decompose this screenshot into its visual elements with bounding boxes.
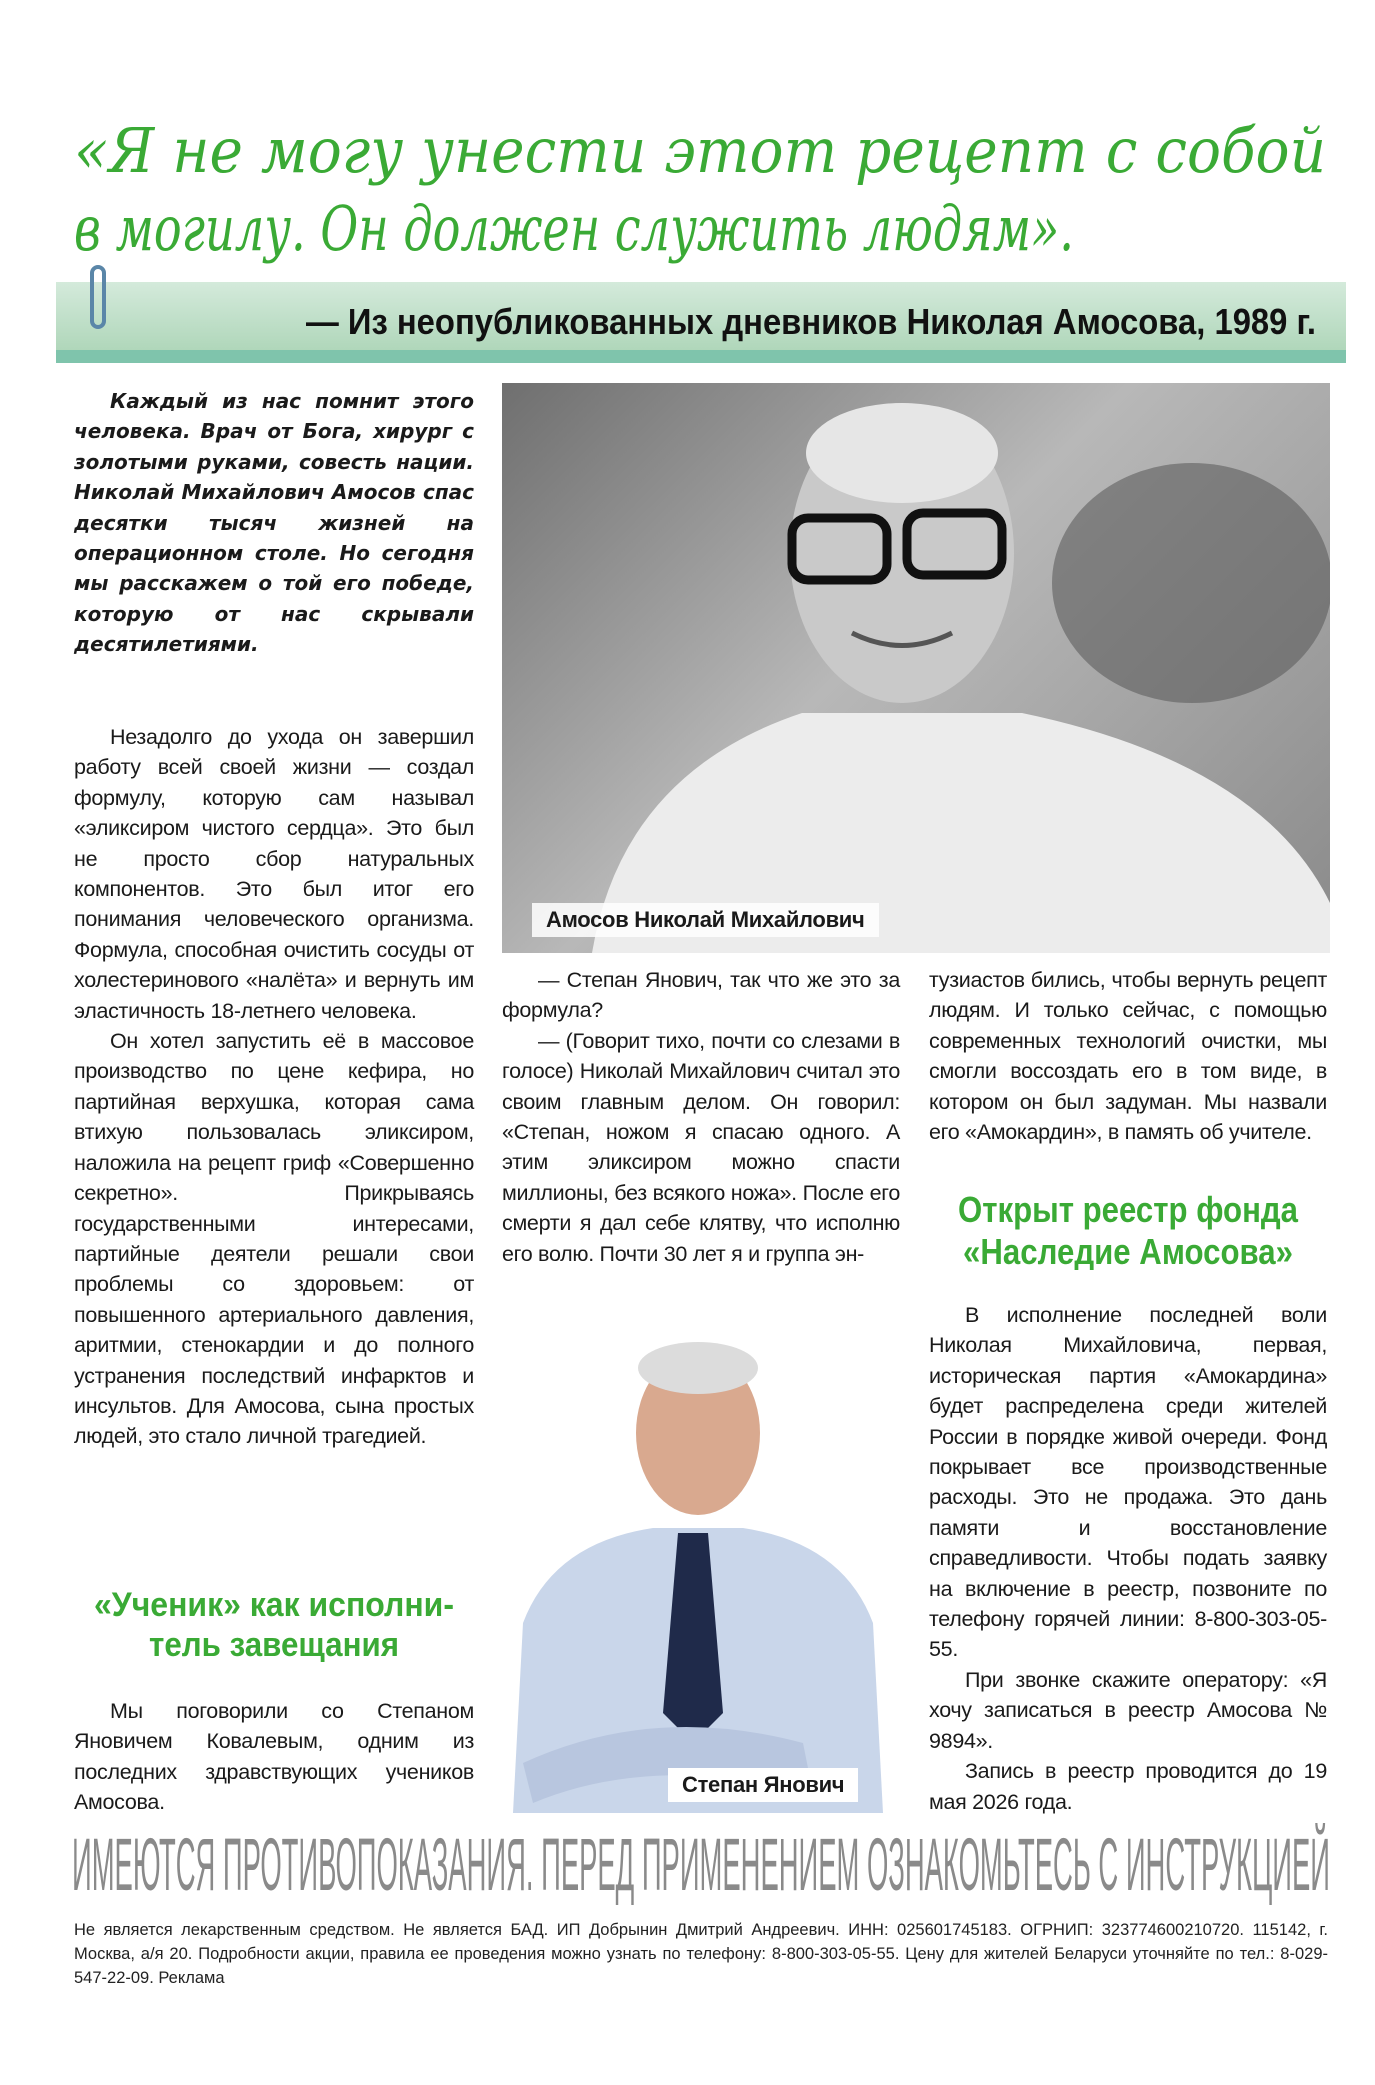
- subheading-line: «Ученик» как исполни-: [94, 1586, 454, 1624]
- paperclip-icon: [90, 265, 106, 329]
- contraindications-banner: [70, 1818, 1332, 1908]
- body-paragraph: — (Говорит тихо, почти со слезами в голосе) Николай Михайлович считал это своим главным делом. Он говорил: «Степан, ножом я спасаю одного. А этим эликсиром можно спасти миллионы, без всякого ножа». После его смерти я дал себе клятву, что исполню его волю. Почти 30 лет я и группа эн-: [502, 1028, 900, 1266]
- lead-text: Каждый из нас помнит этого человека. Врач от Бога, хирург с золотыми руками, совесть нации. Николай Михайлович Амосов спас десятки тысяч жизней на операционном столе. Но сегодня мы расскажем о той его победе, которую от нас скрывали десятилетиями.: [74, 389, 474, 657]
- portrait-figure-icon: [502, 383, 1330, 953]
- body-paragraph: Мы поговорили со Степаном Яновичем Ковалевым, одним из последних здравствующих учеников Амосова.: [74, 1699, 474, 1815]
- right-column-body: [929, 1300, 1327, 1817]
- subheading-line: тель завещания: [149, 1626, 399, 1662]
- subheading-registry: [929, 1186, 1327, 1270]
- headline-line-2: в могилу. Он должен служить людям».: [74, 192, 1074, 265]
- stepan-photo: [503, 1323, 886, 1813]
- headline-quote: [70, 110, 1330, 270]
- body-paragraph: Запись в реестр проводится до 19 мая 2026 года.: [929, 1759, 1327, 1814]
- middle-column: [502, 965, 900, 1269]
- body-paragraph: тузиастов бились, чтобы вернуть рецепт людям. И только сейчас, с помощью современных технологий очистки, мы смогли воссоздать его в том виде, в котором он был задуман. Мы назвали его «Амокардин», в память об учителе.: [929, 968, 1327, 1145]
- body-paragraph: При звонке скажите оператору: «Я хочу записаться в реестр Амосова № 9894».: [929, 1667, 1327, 1753]
- subheading-student: [74, 1582, 474, 1662]
- amosov-photo: [502, 383, 1330, 953]
- body-paragraph: Он хотел запустить её в массовое производство по цене кефира, но партийная верхушка, которая сама втихую пользовалась эликсиром, наложила на рецепт гриф «Совершенно секретно». Прикрываясь государственными интересами, партийные деятели решали свои проблемы со здоровьем: от повышенного артериального давления, аритмии, стенокардии и до полного устранения последствий инфарктов и инсультов. Для Амосова, сына простых людей, это стало личной трагедией.: [74, 1029, 474, 1449]
- body-paragraph: В исполнение последней воли Николая Михайловича, первая, историческая партия «Амокардина» будет распределена среди жителей России в порядке живой очереди. Фонд покрывает все производственные расходы. Это не продажа. Это дань памяти и восстановление справедливости. Чтобы подать заявку на включение в реестр, позвоните по телефону горячей линии: 8-800-303-05-55.: [929, 1303, 1327, 1662]
- subheading-line: Открыт реестр фонда: [958, 1189, 1299, 1230]
- left-column: [74, 722, 474, 1452]
- body-paragraph: Незадолго до ухода он завершил работу всей своей жизни — создал формулу, которую сам называл «эликсиром чистого сердца». Это был не просто сбор натуральных компонентов. Это был итог его понимания человеческого организма. Формула, способная очистить сосуды от холестеринового «налёта» и вернуть им эластичность 18-летнего человека.: [74, 725, 474, 1023]
- amosov-caption: Амосов Николай Михайлович: [532, 903, 879, 937]
- subheading-line: «Наследие Амосова»: [963, 1231, 1293, 1270]
- left-column-end: [74, 1696, 474, 1818]
- headline-line-1: «Я не могу унести этот рецепт с собой: [74, 114, 1326, 187]
- attribution-text: — Из неопубликованных дневников Николая Амосова, 1989 г.: [306, 301, 1316, 342]
- lead-paragraph: [74, 386, 474, 660]
- attribution: [300, 292, 1320, 348]
- portrait-figure-icon: [503, 1323, 886, 1813]
- contraindications-text: ИМЕЮТСЯ ПРОТИВОПОКАЗАНИЯ. ПЕРЕД ПРИМЕНЕНИЕМ ОЗНАКОМЬТЕСЬ С ИНСТРУКЦИЕЙ: [72, 1823, 1330, 1906]
- right-column-top: [929, 965, 1327, 1147]
- band-strip: [56, 350, 1346, 363]
- stepan-caption: Степан Янович: [668, 1768, 858, 1802]
- body-paragraph: — Степан Янович, так что же это за формула?: [502, 968, 900, 1023]
- legal-footer: Не является лекарственным средством. Не является БАД. ИП Добрынин Дмитрий Андреевич. ИНН: 025601745183. ОГРНИП: 323774600210720. 115142, г. Москва, а/я 20. Подробности акции, правила ее проведения можно узнать по телефону: 8-800-303-05-55. Цену для жителей Беларуси уточняйте по тел.: 8-029-547-22-09. Реклама: [74, 1921, 1328, 1987]
